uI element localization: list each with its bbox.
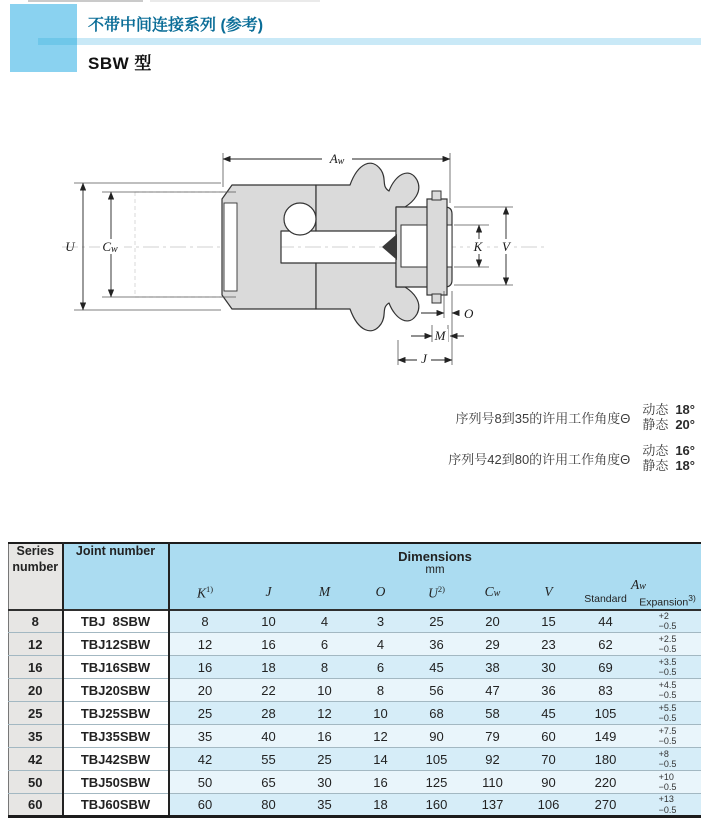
header-col-u: $U^{2)}$ bbox=[409, 576, 465, 610]
joint-number-cell: TBJ16SBW bbox=[63, 656, 169, 679]
o-cell: 4 bbox=[353, 633, 409, 656]
j-cell: 80 bbox=[241, 794, 297, 817]
series-number-cell: 35 bbox=[9, 725, 63, 748]
joint-number-cell: TBJ50SBW bbox=[63, 771, 169, 794]
k-cell: 25 bbox=[169, 702, 241, 725]
k-cell: 42 bbox=[169, 748, 241, 771]
v-cell: 23 bbox=[521, 633, 577, 656]
dim-label-aw: Aw bbox=[329, 151, 345, 167]
k-cell: 16 bbox=[169, 656, 241, 679]
aw-expansion-cell bbox=[635, 702, 701, 725]
dynamic-value: 16° bbox=[675, 442, 695, 458]
aw-standard-cell: 270 bbox=[577, 794, 635, 817]
dimensions-table bbox=[8, 542, 701, 818]
header-col-o: O bbox=[353, 576, 409, 610]
angle-spec-label: 序列号8到35的许用工作角度Θ bbox=[455, 411, 631, 427]
u-cell: 56 bbox=[409, 679, 465, 702]
table-row bbox=[9, 771, 701, 794]
table-row bbox=[9, 633, 701, 656]
header-col-m: M bbox=[297, 576, 353, 610]
j-cell: 18 bbox=[241, 656, 297, 679]
aw-expansion-cell bbox=[635, 748, 701, 771]
aw-expansion-cell bbox=[635, 794, 701, 817]
j-cell: 16 bbox=[241, 633, 297, 656]
aw-standard-cell: 69 bbox=[577, 656, 635, 679]
collar-pin-bottom bbox=[432, 294, 441, 303]
cw-cell: 79 bbox=[465, 725, 521, 748]
title-rule-overlap bbox=[38, 38, 77, 45]
dynamic-label: 动态 bbox=[642, 442, 669, 458]
m-cell: 25 bbox=[297, 748, 353, 771]
tolerance-value: +13 −0.5 bbox=[658, 794, 677, 815]
u-cell: 68 bbox=[409, 702, 465, 725]
aw-expansion-cell bbox=[635, 656, 701, 679]
aw-expansion-cell bbox=[635, 610, 701, 633]
dynamic-value: 18° bbox=[675, 402, 695, 417]
series-number-cell: 8 bbox=[9, 610, 63, 633]
cw-cell: 137 bbox=[465, 794, 521, 817]
series-number-cell: 25 bbox=[9, 702, 63, 725]
u-cell: 36 bbox=[409, 633, 465, 656]
joint-number-cell: TBJ12SBW bbox=[63, 633, 169, 656]
joint-number-cell: TBJ 8SBW bbox=[63, 610, 169, 633]
tolerance-value: +3.5 −0.5 bbox=[658, 656, 677, 677]
k-cell: 35 bbox=[169, 725, 241, 748]
aw-expansion-cell bbox=[635, 725, 701, 748]
dimensions-title: Dimensions bbox=[398, 549, 472, 564]
series-number-cell: 60 bbox=[9, 794, 63, 817]
m-cell: 35 bbox=[297, 794, 353, 817]
k-cell: 12 bbox=[169, 633, 241, 656]
joint-number-cell: TBJ25SBW bbox=[63, 702, 169, 725]
o-cell: 18 bbox=[353, 794, 409, 817]
dim-label-cw: Cw bbox=[102, 239, 118, 255]
dim-label-o: O bbox=[464, 306, 474, 321]
k-cell: 20 bbox=[169, 679, 241, 702]
header-series-number: Series number bbox=[9, 543, 63, 610]
m-cell: 16 bbox=[297, 725, 353, 748]
j-cell: 55 bbox=[241, 748, 297, 771]
j-cell: 65 bbox=[241, 771, 297, 794]
static-value: 20° bbox=[675, 416, 695, 432]
dim-label-m: M bbox=[434, 328, 446, 343]
cw-cell: 92 bbox=[465, 748, 521, 771]
aw-standard-cell: 105 bbox=[577, 702, 635, 725]
cw-cell: 29 bbox=[465, 633, 521, 656]
series-number-cell: 12 bbox=[9, 633, 63, 656]
table-body bbox=[9, 610, 701, 817]
series-number-cell: 20 bbox=[9, 679, 63, 702]
m-cell: 10 bbox=[297, 679, 353, 702]
header-col-cw: Cw bbox=[465, 576, 521, 610]
page-title: 不带中间连接系列 (参考) bbox=[88, 17, 264, 34]
joint-number-cell: TBJ60SBW bbox=[63, 794, 169, 817]
j-cell: 10 bbox=[241, 610, 297, 633]
dimensions-unit: mm bbox=[425, 564, 445, 576]
u-cell: 160 bbox=[409, 794, 465, 817]
collar-ring bbox=[427, 199, 447, 295]
o-cell: 10 bbox=[353, 702, 409, 725]
m-cell: 6 bbox=[297, 633, 353, 656]
series-number-cell: 42 bbox=[9, 748, 63, 771]
aw-standard-cell: 44 bbox=[577, 610, 635, 633]
bearing-ball bbox=[284, 203, 316, 235]
header-col-j: J bbox=[241, 576, 297, 610]
tolerance-value: +10 −0.5 bbox=[658, 771, 677, 792]
cw-cell: 20 bbox=[465, 610, 521, 633]
cw-cell: 58 bbox=[465, 702, 521, 725]
header-col-aw: Aw bbox=[577, 576, 701, 593]
aw-standard-cell: 83 bbox=[577, 679, 635, 702]
cw-cell: 47 bbox=[465, 679, 521, 702]
static-label: 静态 bbox=[642, 457, 669, 473]
table-row bbox=[9, 794, 701, 817]
cw-cell: 38 bbox=[465, 656, 521, 679]
header-joint-number: Joint number bbox=[63, 543, 169, 610]
tolerance-value: +2 −0.5 bbox=[658, 610, 677, 632]
aw-expansion-cell bbox=[635, 771, 701, 794]
angle-spec-label: 序列号42到80的许用工作角度Θ bbox=[448, 452, 631, 468]
m-cell: 30 bbox=[297, 771, 353, 794]
v-cell: 60 bbox=[521, 725, 577, 748]
v-cell: 106 bbox=[521, 794, 577, 817]
table-row bbox=[9, 725, 701, 748]
header-col-v: V bbox=[521, 576, 577, 610]
aw-standard-cell: 180 bbox=[577, 748, 635, 771]
o-cell: 6 bbox=[353, 656, 409, 679]
joint-number-cell: TBJ42SBW bbox=[63, 748, 169, 771]
m-cell: 8 bbox=[297, 656, 353, 679]
header-expansion: Expansion$^{3)}$ bbox=[635, 593, 701, 610]
static-label: 静态 bbox=[642, 416, 669, 432]
v-cell: 90 bbox=[521, 771, 577, 794]
table-row bbox=[9, 679, 701, 702]
table-row bbox=[9, 656, 701, 679]
o-cell: 16 bbox=[353, 771, 409, 794]
tolerance-value: +7.5 −0.5 bbox=[658, 725, 677, 746]
working-angle-notes bbox=[340, 403, 695, 485]
joint-cross-section-drawing bbox=[60, 135, 550, 383]
yoke-slot bbox=[224, 203, 237, 291]
dim-label-j: J bbox=[421, 351, 427, 366]
j-cell: 28 bbox=[241, 702, 297, 725]
u-cell: 125 bbox=[409, 771, 465, 794]
dim-label-u: U bbox=[65, 239, 75, 254]
v-cell: 15 bbox=[521, 610, 577, 633]
hidden-shaft-outline bbox=[135, 192, 235, 297]
aw-standard-cell: 220 bbox=[577, 771, 635, 794]
u-cell: 25 bbox=[409, 610, 465, 633]
series-number-cell: 50 bbox=[9, 771, 63, 794]
table-row bbox=[9, 610, 701, 633]
k-cell: 8 bbox=[169, 610, 241, 633]
v-cell: 45 bbox=[521, 702, 577, 725]
m-cell: 12 bbox=[297, 702, 353, 725]
v-cell: 30 bbox=[521, 656, 577, 679]
cw-cell: 110 bbox=[465, 771, 521, 794]
dynamic-label: 动态 bbox=[642, 402, 669, 417]
joint-number-cell: TBJ35SBW bbox=[63, 725, 169, 748]
header-col-k: $K^{1)}$ bbox=[169, 576, 241, 610]
v-cell: 36 bbox=[521, 679, 577, 702]
tolerance-value: +8 −0.5 bbox=[658, 748, 677, 769]
collar-pin-top bbox=[432, 191, 441, 200]
o-cell: 12 bbox=[353, 725, 409, 748]
o-cell: 14 bbox=[353, 748, 409, 771]
u-cell: 90 bbox=[409, 725, 465, 748]
j-cell: 22 bbox=[241, 679, 297, 702]
bore-chevron bbox=[382, 234, 397, 260]
o-cell: 8 bbox=[353, 679, 409, 702]
tolerance-value: +4.5 −0.5 bbox=[658, 679, 677, 700]
model-title: SBW 型 bbox=[88, 54, 152, 73]
tolerance-value: +2.5 −0.5 bbox=[658, 633, 677, 654]
angle-spec-row bbox=[340, 444, 695, 474]
aw-expansion-cell bbox=[635, 679, 701, 702]
angle-spec-row bbox=[340, 403, 695, 433]
o-cell: 3 bbox=[353, 610, 409, 633]
aw-standard-cell: 62 bbox=[577, 633, 635, 656]
u-cell: 105 bbox=[409, 748, 465, 771]
table-header bbox=[9, 543, 701, 610]
page-edge-artifact bbox=[28, 0, 143, 2]
aw-expansion-cell bbox=[635, 633, 701, 656]
aw-standard-cell: 149 bbox=[577, 725, 635, 748]
series-number-cell: 16 bbox=[9, 656, 63, 679]
dim-label-k: K bbox=[473, 239, 483, 254]
table-row bbox=[9, 748, 701, 771]
table-row bbox=[9, 702, 701, 725]
static-value: 18° bbox=[675, 457, 695, 473]
u-cell: 45 bbox=[409, 656, 465, 679]
m-cell: 4 bbox=[297, 610, 353, 633]
k-cell: 60 bbox=[169, 794, 241, 817]
title-rule bbox=[38, 38, 701, 45]
header-dimensions bbox=[169, 543, 701, 576]
j-cell: 40 bbox=[241, 725, 297, 748]
tolerance-value: +5.5 −0.5 bbox=[658, 702, 677, 723]
header-standard: Standard bbox=[577, 593, 635, 610]
k-cell: 50 bbox=[169, 771, 241, 794]
v-cell: 70 bbox=[521, 748, 577, 771]
dim-label-v: V bbox=[502, 239, 510, 254]
page-edge-artifact bbox=[150, 0, 320, 2]
joint-number-cell: TBJ20SBW bbox=[63, 679, 169, 702]
